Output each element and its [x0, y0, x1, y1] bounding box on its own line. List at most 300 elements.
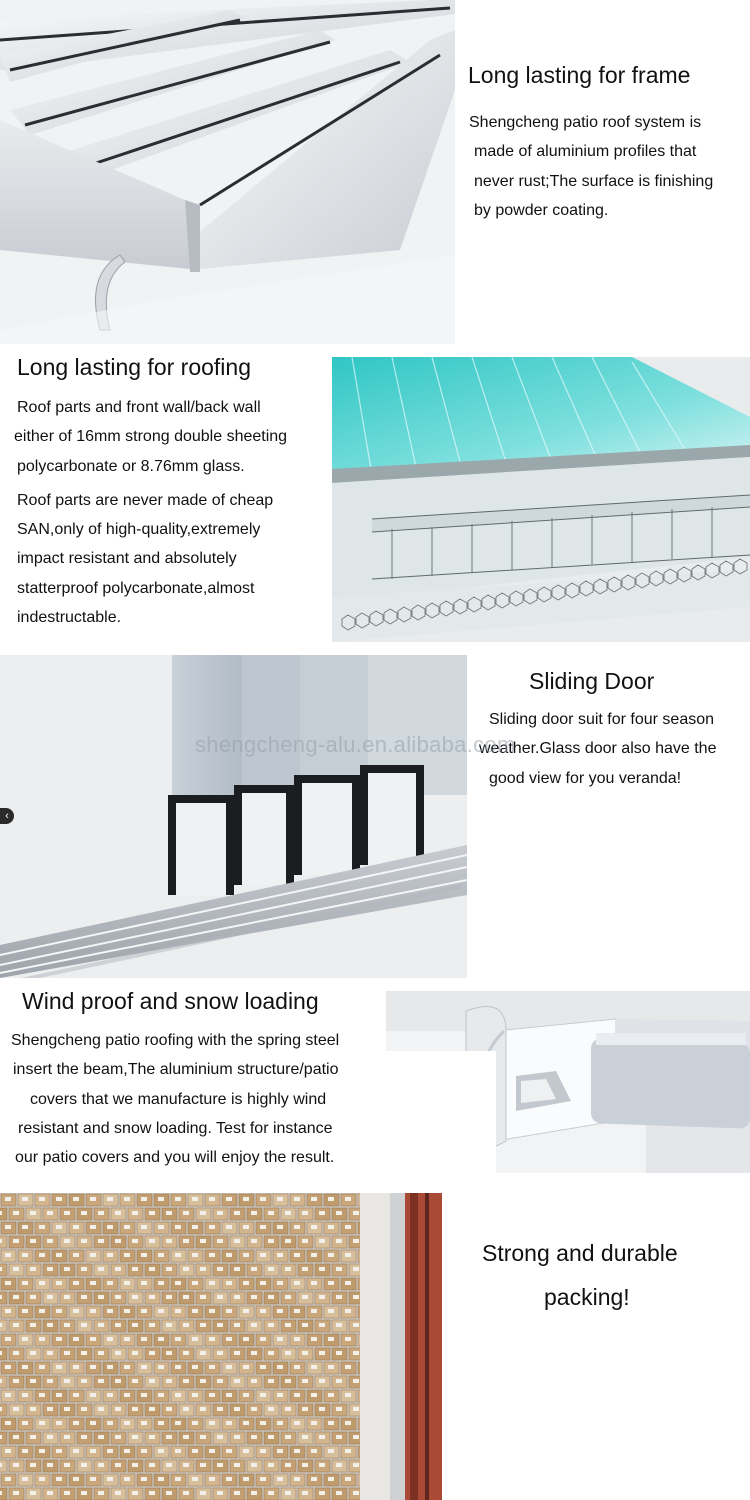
- carton-label: [81, 1267, 87, 1271]
- carton-label: [107, 1421, 113, 1425]
- carton-label: [217, 1211, 223, 1215]
- carton-label: [192, 1449, 198, 1453]
- carton-label: [243, 1253, 249, 1257]
- carton-label: [328, 1365, 334, 1369]
- carton-label: [39, 1225, 45, 1229]
- carton-label: [302, 1351, 308, 1355]
- carton-label: [345, 1449, 351, 1453]
- carton-label: [141, 1253, 147, 1257]
- carton-label: [353, 1351, 359, 1355]
- carton-label: [141, 1449, 147, 1453]
- carton-label: [98, 1267, 104, 1271]
- carton-label: [115, 1295, 121, 1299]
- carton-label: [47, 1407, 53, 1411]
- wind-line-2: insert the beam,The aluminium structure/patio: [13, 1061, 339, 1079]
- carton-label: [124, 1281, 130, 1285]
- carton-label: [243, 1365, 249, 1369]
- carton-label: [64, 1295, 70, 1299]
- carton-label: [124, 1225, 130, 1229]
- carton-label: [166, 1407, 172, 1411]
- carton-label: [328, 1309, 334, 1313]
- carton-label: [277, 1309, 283, 1313]
- carton-label: [200, 1351, 206, 1355]
- carton-label: [277, 1225, 283, 1229]
- carton-label: [200, 1211, 206, 1215]
- carton-label: [183, 1351, 189, 1355]
- carton-label: [39, 1197, 45, 1201]
- carton-label: [132, 1267, 138, 1271]
- carton-label: [251, 1351, 257, 1355]
- carton-label: [311, 1421, 317, 1425]
- door-text: [479, 705, 717, 793]
- carton-label: [302, 1323, 308, 1327]
- carton-label: [124, 1197, 130, 1201]
- carton-label: [285, 1239, 291, 1243]
- carton-label: [98, 1435, 104, 1439]
- carton-label: [336, 1407, 342, 1411]
- frame-line-1: Shengcheng patio roof system is: [469, 114, 702, 131]
- carton-label: [243, 1421, 249, 1425]
- carton-label: [175, 1337, 181, 1341]
- carton-label: [192, 1309, 198, 1313]
- carton-label: [192, 1421, 198, 1425]
- carton-label: [251, 1211, 257, 1215]
- carton-label: [107, 1197, 113, 1201]
- carton-label: [166, 1295, 172, 1299]
- roofing-line-5: SAN,only of high-quality,extremely: [17, 521, 261, 539]
- carton-label: [175, 1477, 181, 1481]
- carton-label: [319, 1379, 325, 1383]
- carton-label: [294, 1393, 300, 1397]
- carton-label: [13, 1407, 19, 1411]
- carton-label: [132, 1239, 138, 1243]
- carton-label: [56, 1309, 62, 1313]
- carton-label: [234, 1351, 240, 1355]
- carton-label: [149, 1351, 155, 1355]
- carton-label: [64, 1267, 70, 1271]
- carton-label: [345, 1197, 351, 1201]
- carton-label: [192, 1477, 198, 1481]
- carton-label: [124, 1309, 130, 1313]
- carton-label: [0, 1323, 2, 1327]
- carton-label: [234, 1211, 240, 1215]
- carton-label: [30, 1295, 36, 1299]
- carton-label: [56, 1477, 62, 1481]
- carton-label: [47, 1267, 53, 1271]
- carton-label: [336, 1323, 342, 1327]
- carton-label: [319, 1463, 325, 1467]
- carton-label: [107, 1309, 113, 1313]
- carton-label: [22, 1421, 28, 1425]
- carton-label: [294, 1337, 300, 1341]
- carton-label: [302, 1211, 308, 1215]
- carton-label: [98, 1211, 104, 1215]
- carton-label: [73, 1449, 79, 1453]
- carton-label: [311, 1281, 317, 1285]
- carton-label: [243, 1281, 249, 1285]
- carton-label: [39, 1309, 45, 1313]
- carton-label: [319, 1211, 325, 1215]
- carton-label: [98, 1239, 104, 1243]
- carton-label: [5, 1337, 11, 1341]
- roofing-line-1: Roof parts and front wall/back wall: [17, 399, 261, 416]
- carton-label: [149, 1379, 155, 1383]
- carton-label: [90, 1337, 96, 1341]
- carton-label: [294, 1309, 300, 1313]
- carton-label: [243, 1225, 249, 1229]
- carton-label: [90, 1393, 96, 1397]
- nav-left-icon[interactable]: ‹: [0, 808, 14, 824]
- carton-label: [56, 1253, 62, 1257]
- wind-line-1: Shengcheng patio roofing with the spring steel: [11, 1032, 340, 1049]
- carton-label: [132, 1463, 138, 1467]
- carton-label: [251, 1239, 257, 1243]
- carton-label: [183, 1239, 189, 1243]
- carton-label: [345, 1421, 351, 1425]
- carton-label: [22, 1197, 28, 1201]
- carton-label: [39, 1253, 45, 1257]
- carton-label: [22, 1449, 28, 1453]
- carton-label: [124, 1253, 130, 1257]
- carton-label: [311, 1365, 317, 1369]
- carton-label: [268, 1239, 274, 1243]
- frame-photo: [0, 0, 455, 344]
- carton-label: [81, 1351, 87, 1355]
- carton-label: [158, 1281, 164, 1285]
- wind-line-5: our patio covers and you will enjoy the result.: [15, 1149, 335, 1167]
- carton-label: [90, 1253, 96, 1257]
- carton-label: [39, 1421, 45, 1425]
- carton-label: [217, 1323, 223, 1327]
- carton-label: [22, 1225, 28, 1229]
- carton-label: [328, 1197, 334, 1201]
- carton-label: [243, 1477, 249, 1481]
- roofing-heading: Long lasting for roofing: [17, 354, 251, 380]
- carton-label: [56, 1365, 62, 1369]
- carton-label: [285, 1295, 291, 1299]
- door-line-2: weather.Glass door also have the: [479, 740, 717, 758]
- carton-label: [30, 1267, 36, 1271]
- carton-label: [64, 1491, 70, 1495]
- carton-label: [141, 1309, 147, 1313]
- carton-label: [251, 1379, 257, 1383]
- carton-label: [166, 1323, 172, 1327]
- carton-label: [47, 1379, 53, 1383]
- door-line-1: Sliding door suit for four season: [489, 711, 715, 728]
- carton-label: [175, 1197, 181, 1201]
- carton-label: [115, 1407, 121, 1411]
- carton-label: [285, 1491, 291, 1495]
- carton-label: [64, 1435, 70, 1439]
- carton-label: [345, 1309, 351, 1313]
- carton-label: [345, 1477, 351, 1481]
- carton-label: [311, 1253, 317, 1257]
- door-photo: [0, 655, 467, 978]
- packing-heading-line-1: Strong and durable: [482, 1240, 678, 1266]
- carton-label: [132, 1407, 138, 1411]
- carton-label: [56, 1225, 62, 1229]
- carton-label: [149, 1463, 155, 1467]
- carton-label: [22, 1337, 28, 1341]
- carton-label: [345, 1281, 351, 1285]
- carton-label: [141, 1393, 147, 1397]
- carton-label: [328, 1449, 334, 1453]
- carton-label: [277, 1337, 283, 1341]
- carton-label: [141, 1365, 147, 1369]
- carton-label: [56, 1281, 62, 1285]
- carton-label: [209, 1393, 215, 1397]
- carton-label: [56, 1393, 62, 1397]
- carton-label: [22, 1365, 28, 1369]
- carton-label: [277, 1253, 283, 1257]
- carton-label: [158, 1421, 164, 1425]
- carton-label: [81, 1379, 87, 1383]
- carton-label: [183, 1463, 189, 1467]
- carton-label: [251, 1323, 257, 1327]
- carton-label: [268, 1211, 274, 1215]
- carton-label: [158, 1393, 164, 1397]
- carton-label: [353, 1239, 359, 1243]
- carton-label: [13, 1351, 19, 1355]
- carton-label: [345, 1253, 351, 1257]
- carton-label: [319, 1351, 325, 1355]
- carton-label: [149, 1295, 155, 1299]
- carton-label: [124, 1393, 130, 1397]
- carton-label: [285, 1267, 291, 1271]
- carton-label: [47, 1239, 53, 1243]
- carton-label: [98, 1463, 104, 1467]
- door-heading: Sliding Door: [529, 668, 655, 694]
- carton-label: [132, 1323, 138, 1327]
- carton-label: [132, 1351, 138, 1355]
- carton-label: [260, 1225, 266, 1229]
- carton-label: [0, 1295, 2, 1299]
- carton-label: [234, 1463, 240, 1467]
- carton-label: [217, 1267, 223, 1271]
- carton-label: [200, 1407, 206, 1411]
- roofing-line-8: indestructable.: [17, 609, 122, 627]
- carton-label: [192, 1365, 198, 1369]
- carton-label: [73, 1253, 79, 1257]
- carton-label: [302, 1407, 308, 1411]
- carton-label: [175, 1421, 181, 1425]
- carton-label: [200, 1323, 206, 1327]
- carton-label: [302, 1435, 308, 1439]
- carton-label: [0, 1407, 2, 1411]
- carton-label: [251, 1491, 257, 1495]
- carton-label: [107, 1449, 113, 1453]
- carton-label: [90, 1477, 96, 1481]
- carton-label: [5, 1253, 11, 1257]
- carton-label: [30, 1351, 36, 1355]
- carton-label: [81, 1463, 87, 1467]
- carton-label: [268, 1435, 274, 1439]
- carton-label: [243, 1337, 249, 1341]
- carton-label: [217, 1351, 223, 1355]
- roofing-line-2: either of 16mm strong double sheeting: [14, 428, 288, 446]
- carton-label: [302, 1295, 308, 1299]
- carton-label: [260, 1477, 266, 1481]
- carton-label: [328, 1393, 334, 1397]
- carton-label: [260, 1449, 266, 1453]
- wind-photo: [386, 991, 750, 1173]
- carton-label: [149, 1323, 155, 1327]
- carton-label: [353, 1491, 359, 1495]
- carton-label: [5, 1365, 11, 1369]
- carton-label: [107, 1253, 113, 1257]
- carton-label: [234, 1239, 240, 1243]
- carton-label: [107, 1393, 113, 1397]
- carton-label: [73, 1337, 79, 1341]
- carton-label: [302, 1267, 308, 1271]
- carton-label: [277, 1421, 283, 1425]
- carton-label: [345, 1225, 351, 1229]
- carton-label: [311, 1393, 317, 1397]
- carton-label: [13, 1435, 19, 1439]
- carton-label: [107, 1477, 113, 1481]
- carton-label: [277, 1197, 283, 1201]
- carton-label: [311, 1477, 317, 1481]
- carton-label: [98, 1351, 104, 1355]
- carton-label: [217, 1463, 223, 1467]
- carton-label: [285, 1463, 291, 1467]
- watermark: shengcheng-alu.en.alibaba.com: [195, 732, 516, 757]
- carton-label: [166, 1351, 172, 1355]
- carton-label: [64, 1323, 70, 1327]
- carton-label: [22, 1253, 28, 1257]
- carton-label: [39, 1337, 45, 1341]
- carton-label: [209, 1421, 215, 1425]
- carton-label: [311, 1225, 317, 1229]
- wind-line-4: resistant and snow loading. Test for instance: [18, 1119, 333, 1137]
- carton-label: [30, 1239, 36, 1243]
- carton-label: [73, 1421, 79, 1425]
- carton-label: [141, 1281, 147, 1285]
- carton-label: [132, 1295, 138, 1299]
- carton-label: [336, 1295, 342, 1299]
- carton-label: [13, 1323, 19, 1327]
- carton-label: [158, 1365, 164, 1369]
- carton-label: [302, 1379, 308, 1383]
- carton-label: [115, 1267, 121, 1271]
- carton-label: [353, 1463, 359, 1467]
- carton-label: [319, 1323, 325, 1327]
- carton-label: [132, 1211, 138, 1215]
- carton-label: [251, 1267, 257, 1271]
- carton-label: [285, 1435, 291, 1439]
- carton-label: [73, 1365, 79, 1369]
- carton-label: [175, 1449, 181, 1453]
- carton-label: [260, 1365, 266, 1369]
- carton-label: [328, 1421, 334, 1425]
- carton-label: [200, 1267, 206, 1271]
- carton-label: [13, 1239, 19, 1243]
- carton-label: [22, 1309, 28, 1313]
- carton-label: [243, 1197, 249, 1201]
- carton-label: [166, 1463, 172, 1467]
- carton-label: [234, 1379, 240, 1383]
- carton-label: [39, 1393, 45, 1397]
- carton-label: [141, 1421, 147, 1425]
- carton-label: [226, 1225, 232, 1229]
- carton-label: [39, 1365, 45, 1369]
- carton-label: [209, 1337, 215, 1341]
- carton-label: [243, 1393, 249, 1397]
- carton-label: [115, 1463, 121, 1467]
- carton-label: [319, 1239, 325, 1243]
- carton-label: [158, 1449, 164, 1453]
- carton-label: [234, 1407, 240, 1411]
- wind-text: [11, 1026, 339, 1172]
- carton-label: [107, 1225, 113, 1229]
- carton-label: [22, 1477, 28, 1481]
- carton-label: [30, 1211, 36, 1215]
- carton-label: [226, 1449, 232, 1453]
- carton-label: [175, 1309, 181, 1313]
- carton-label: [302, 1239, 308, 1243]
- carton-label: [302, 1491, 308, 1495]
- frame-text: [469, 108, 713, 225]
- carton-label: [166, 1239, 172, 1243]
- carton-label: [192, 1253, 198, 1257]
- carton-label: [73, 1281, 79, 1285]
- carton-label: [124, 1421, 130, 1425]
- carton-label: [277, 1477, 283, 1481]
- carton-label: [47, 1463, 53, 1467]
- carton-label: [90, 1197, 96, 1201]
- carton-label: [81, 1239, 87, 1243]
- carton-label: [73, 1225, 79, 1229]
- carton-label: [234, 1295, 240, 1299]
- carton-label: [166, 1491, 172, 1495]
- carton-label: [200, 1295, 206, 1299]
- carton-label: [47, 1351, 53, 1355]
- carton-label: [192, 1393, 198, 1397]
- carton-label: [226, 1477, 232, 1481]
- carton-label: [209, 1449, 215, 1453]
- carton-label: [64, 1463, 70, 1467]
- carton-label: [132, 1379, 138, 1383]
- carton-label: [56, 1449, 62, 1453]
- carton-label: [98, 1379, 104, 1383]
- carton-label: [234, 1435, 240, 1439]
- carton-label: [209, 1225, 215, 1229]
- carton-label: [149, 1267, 155, 1271]
- carton-label: [277, 1449, 283, 1453]
- carton-label: [0, 1491, 2, 1495]
- packing-photo: [0, 1193, 442, 1500]
- carton-label: [0, 1211, 2, 1215]
- carton-label: [268, 1295, 274, 1299]
- carton-label: [183, 1407, 189, 1411]
- door-line-3: good view for you veranda!: [489, 769, 682, 787]
- carton-label: [336, 1267, 342, 1271]
- carton-label: [90, 1421, 96, 1425]
- carton-label: [175, 1281, 181, 1285]
- carton-label: [319, 1491, 325, 1495]
- carton-label: [217, 1435, 223, 1439]
- carton-label: [192, 1281, 198, 1285]
- carton-label: [260, 1393, 266, 1397]
- carton-label: [243, 1309, 249, 1313]
- carton-label: [22, 1281, 28, 1285]
- carton-label: [73, 1393, 79, 1397]
- carton-label: [13, 1211, 19, 1215]
- carton-label: [353, 1295, 359, 1299]
- carton-label: [5, 1421, 11, 1425]
- packing-heading-line-2: packing!: [544, 1284, 630, 1310]
- roofing-line-6: impact resistant and absolutely: [17, 550, 237, 568]
